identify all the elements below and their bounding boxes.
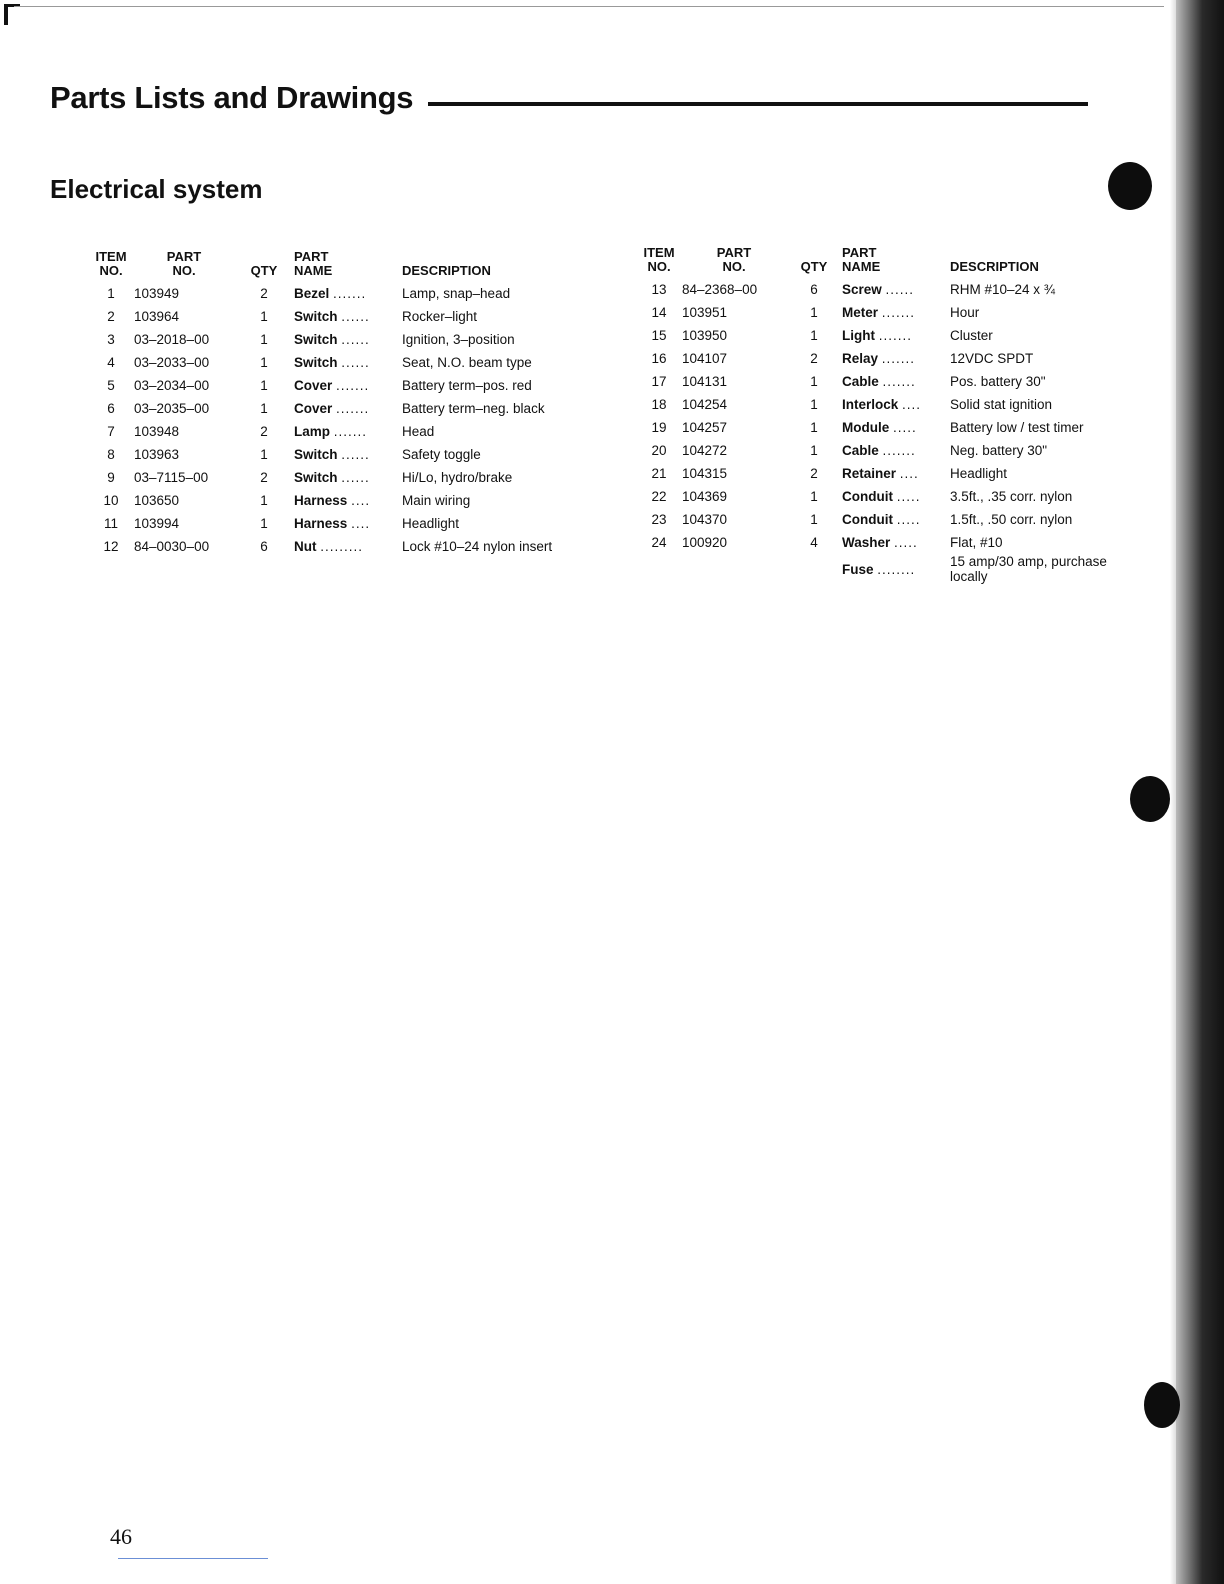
part-name: Fuse [842, 561, 874, 577]
leader-dots: ....... [333, 424, 368, 439]
part-no-cell: 84–0030–00 [134, 539, 210, 554]
leader-dots: .... [902, 397, 922, 412]
description-cell: Lock #10–24 nylon insert [402, 539, 553, 554]
qty-cell: 2 [260, 286, 268, 301]
item-no-cell: 14 [651, 305, 667, 320]
page-header [50, 80, 1090, 120]
table-row [88, 397, 598, 420]
part-name: Switch [294, 470, 338, 485]
description-cell: Battery low / test timer [950, 420, 1084, 435]
table-row [636, 554, 1126, 584]
table-row [636, 324, 1126, 347]
part-name-cell [842, 370, 950, 393]
leader-dots: .... [351, 516, 371, 531]
qty-cell: 1 [260, 309, 268, 324]
col-header-part-name: PART NAME [842, 245, 881, 274]
description-cell: 3.5ft., .35 corr. nylon [950, 489, 1073, 504]
table-row [88, 466, 598, 489]
leader-dots: ..... [896, 512, 921, 527]
part-name: Switch [294, 355, 338, 370]
qty-cell: 1 [810, 328, 818, 343]
leader-dots: ...... [341, 309, 370, 324]
part-name: Harness [294, 516, 348, 531]
item-no-cell: 24 [651, 535, 667, 550]
col-header-part-name: PART NAME [294, 249, 333, 278]
qty-cell: 1 [260, 401, 268, 416]
table-header-row [88, 250, 598, 282]
leader-dots: ...... [341, 470, 370, 485]
part-no-cell: 103948 [134, 424, 180, 439]
table-row [88, 374, 598, 397]
leader-dots: ...... [341, 355, 370, 370]
qty-cell: 1 [810, 305, 818, 320]
part-name: Conduit [842, 512, 893, 527]
description-cell: RHM #10–24 x ¾ [950, 282, 1056, 297]
part-no-cell: 03–2033–00 [134, 355, 210, 370]
description-cell: Headlight [950, 466, 1008, 481]
part-name-cell [294, 466, 402, 489]
page-title: Parts Lists and Drawings [50, 80, 414, 115]
item-no-cell: 21 [651, 466, 667, 481]
qty-cell: 1 [810, 397, 818, 412]
leader-dots: ....... [336, 401, 370, 416]
part-name-cell [842, 416, 950, 439]
description-cell: Neg. battery 30" [950, 443, 1048, 458]
part-name: Cover [294, 401, 333, 416]
part-name-cell [294, 328, 402, 351]
leader-dots: ....... [882, 443, 916, 458]
description-cell: Ignition, 3–position [402, 332, 515, 347]
leader-dots: ..... [893, 420, 917, 435]
table-row [88, 535, 598, 558]
leader-dots: ......... [320, 539, 364, 554]
part-name: Nut [294, 539, 317, 554]
qty-cell: 1 [260, 355, 268, 370]
part-name: Cable [842, 374, 879, 389]
description-cell: 15 amp/30 amp, purchase locally [950, 554, 1107, 584]
part-no-cell: 100920 [682, 535, 728, 550]
part-name: Cover [294, 378, 333, 393]
parts-table-left-body [88, 282, 598, 558]
part-no-cell [682, 554, 786, 584]
description-cell: Lamp, snap–head [402, 286, 511, 301]
leader-dots: ....... [336, 378, 370, 393]
leader-dots: ....... [333, 286, 367, 301]
item-no-cell: 18 [651, 397, 667, 412]
part-name-cell [294, 489, 402, 512]
qty-cell [786, 554, 842, 584]
table-row [636, 531, 1126, 554]
description-cell: Head [402, 424, 435, 439]
part-no-cell: 03–7115–00 [134, 470, 209, 485]
part-no-cell: 104315 [682, 466, 728, 481]
leader-dots: ..... [896, 489, 921, 504]
table-row [636, 301, 1126, 324]
part-name: Module [842, 420, 890, 435]
qty-cell: 1 [260, 516, 268, 531]
part-name-cell [842, 462, 950, 485]
qty-cell: 1 [260, 447, 268, 462]
part-no-cell: 03–2018–00 [134, 332, 210, 347]
col-header-qty: QTY [250, 263, 278, 278]
description-cell: Seat, N.O. beam type [402, 355, 532, 370]
leader-dots: ....... [881, 305, 916, 320]
title-rule [428, 102, 1088, 106]
col-header-description: DESCRIPTION [950, 259, 1039, 274]
leader-dots: ....... [882, 374, 916, 389]
part-name-cell [842, 393, 950, 416]
table-row [88, 489, 598, 512]
description-cell: Pos. battery 30" [950, 374, 1046, 389]
leader-dots: ........ [877, 561, 916, 577]
part-no-cell: 03–2034–00 [134, 378, 210, 393]
part-name-cell [842, 301, 950, 324]
part-name-cell [842, 554, 950, 584]
part-name: Retainer [842, 466, 897, 481]
page-number: 46 [110, 1524, 132, 1549]
description-cell: Battery term–pos. red [402, 378, 532, 393]
part-name-cell [294, 420, 402, 443]
leader-dots: ..... [894, 535, 918, 550]
part-name: Conduit [842, 489, 893, 504]
part-name: Switch [294, 447, 338, 462]
col-header-part-no: PART NO. [716, 245, 752, 274]
parts-table-right-body [636, 278, 1126, 584]
item-no-cell: 10 [103, 493, 119, 508]
part-name: Switch [294, 332, 338, 347]
description-cell: 1.5ft., .50 corr. nylon [950, 512, 1073, 527]
qty-cell: 2 [260, 424, 268, 439]
table-row [88, 305, 598, 328]
part-name: Bezel [294, 286, 330, 301]
part-no-cell: 104107 [682, 351, 728, 366]
col-header-qty: QTY [800, 259, 828, 274]
part-no-cell: 103994 [134, 516, 180, 531]
item-no-cell: 17 [651, 374, 667, 389]
leader-dots: .... [899, 466, 919, 481]
part-name: Light [842, 328, 875, 343]
part-name: Lamp [294, 424, 331, 439]
qty-cell: 4 [810, 535, 818, 550]
table-row [88, 351, 598, 374]
part-name-cell [842, 508, 950, 531]
table-row [636, 393, 1126, 416]
item-no-cell: 12 [103, 539, 119, 554]
part-no-cell: 84–2368–00 [682, 282, 758, 297]
part-no-cell: 104272 [682, 443, 728, 458]
part-no-cell: 104257 [682, 420, 728, 435]
leader-dots: ....... [881, 351, 916, 366]
col-header-item-no: ITEM NO. [643, 245, 675, 274]
part-name-cell [294, 535, 402, 558]
description-cell: Headlight [402, 516, 460, 531]
description-cell: 12VDC SPDT [950, 351, 1034, 366]
part-name-cell [842, 347, 950, 370]
table-header-row [636, 246, 1126, 278]
col-header-item-no: ITEM NO. [95, 249, 127, 278]
item-no-cell: 5 [107, 378, 115, 393]
qty-cell: 2 [260, 470, 268, 485]
part-name-cell [842, 278, 950, 301]
col-header-part-no: PART NO. [166, 249, 202, 278]
qty-cell: 6 [810, 282, 818, 297]
part-name-cell [294, 512, 402, 535]
top-edge-rule [14, 6, 1164, 7]
item-no-cell: 19 [651, 420, 667, 435]
part-name-cell [294, 397, 402, 420]
part-no-cell: 104370 [682, 512, 728, 527]
part-name-cell [294, 282, 402, 305]
qty-cell: 1 [810, 489, 818, 504]
part-no-cell: 103964 [134, 309, 180, 324]
item-no-cell: 22 [651, 489, 667, 504]
item-no-cell: 23 [651, 512, 667, 527]
description-cell: Flat, #10 [950, 535, 1003, 550]
page-number-underline [118, 1558, 268, 1559]
leader-dots: .... [351, 493, 371, 508]
part-no-cell: 03–2035–00 [134, 401, 210, 416]
leader-dots: ...... [341, 332, 370, 347]
binder-spine [1176, 0, 1224, 1584]
table-row [636, 370, 1126, 393]
part-name-cell [842, 485, 950, 508]
leader-dots: ...... [885, 282, 915, 297]
item-no-cell: 3 [107, 332, 115, 347]
qty-cell: 1 [260, 493, 268, 508]
table-row [636, 439, 1126, 462]
description-cell: Cluster [950, 328, 993, 343]
description-cell: Solid stat ignition [950, 397, 1053, 412]
item-no-cell: 15 [651, 328, 667, 343]
part-name-cell [842, 324, 950, 347]
part-no-cell: 103951 [682, 305, 728, 320]
punch-hole-bottom [1144, 1382, 1180, 1428]
item-no-cell: 4 [107, 355, 115, 370]
section-title: Electrical system [50, 174, 263, 204]
qty-cell: 1 [810, 443, 818, 458]
description-cell: Rocker–light [402, 309, 478, 324]
punch-hole-middle [1130, 776, 1170, 822]
qty-cell: 2 [810, 351, 818, 366]
part-name-cell [842, 531, 950, 554]
item-no-cell: 11 [103, 516, 118, 531]
part-name-cell [294, 351, 402, 374]
part-name: Harness [294, 493, 348, 508]
part-no-cell: 103949 [134, 286, 180, 301]
part-no-cell: 103650 [134, 493, 180, 508]
part-name-cell [842, 439, 950, 462]
qty-cell: 1 [260, 332, 268, 347]
qty-cell: 6 [260, 539, 268, 554]
leader-dots: ....... [878, 328, 913, 343]
description-cell: Battery term–neg. black [402, 401, 545, 416]
table-row [636, 462, 1126, 485]
table-row [636, 485, 1126, 508]
part-name-cell [294, 374, 402, 397]
description-cell: Hi/Lo, hydro/brake [402, 470, 513, 485]
table-row [88, 282, 598, 305]
part-name: Washer [842, 535, 891, 550]
table-row [88, 443, 598, 466]
table-row [636, 416, 1126, 439]
parts-table-right [636, 246, 1126, 584]
part-name: Relay [842, 351, 879, 366]
item-no-cell: 7 [107, 424, 115, 439]
part-no-cell: 103950 [682, 328, 728, 343]
table-row [88, 512, 598, 535]
qty-cell: 1 [260, 378, 268, 393]
part-name: Meter [842, 305, 879, 320]
corner-crop-mark [4, 4, 20, 25]
description-cell: Hour [950, 305, 980, 320]
item-no-cell: 13 [651, 282, 667, 297]
part-name: Cable [842, 443, 879, 458]
item-no-cell: 1 [107, 286, 115, 301]
qty-cell: 1 [810, 374, 818, 389]
item-no-cell: 9 [107, 470, 115, 485]
item-no-cell: 8 [107, 447, 115, 462]
item-no-cell: 16 [651, 351, 667, 366]
leader-dots: ...... [341, 447, 370, 462]
description-cell: Main wiring [402, 493, 471, 508]
part-name-cell [294, 305, 402, 328]
qty-cell: 1 [810, 420, 818, 435]
col-header-description: DESCRIPTION [402, 263, 491, 278]
part-no-cell: 104131 [682, 374, 728, 389]
table-row [636, 347, 1126, 370]
table-row [636, 508, 1126, 531]
part-name: Interlock [842, 397, 899, 412]
description-cell: Safety toggle [402, 447, 481, 462]
qty-cell: 2 [810, 466, 818, 481]
table-row [88, 420, 598, 443]
table-row [636, 278, 1126, 301]
item-no-cell: 2 [107, 309, 115, 324]
qty-cell: 1 [810, 512, 818, 527]
part-no-cell: 104254 [682, 397, 728, 412]
part-name: Switch [294, 309, 338, 324]
part-no-cell: 103963 [134, 447, 180, 462]
item-no-cell [636, 554, 682, 584]
item-no-cell: 20 [651, 443, 667, 458]
punch-hole-top [1108, 162, 1152, 210]
parts-table-left [88, 250, 598, 558]
part-name: Screw [842, 282, 882, 297]
table-row [88, 328, 598, 351]
part-no-cell: 104369 [682, 489, 728, 504]
item-no-cell: 6 [107, 401, 115, 416]
part-name-cell [294, 443, 402, 466]
